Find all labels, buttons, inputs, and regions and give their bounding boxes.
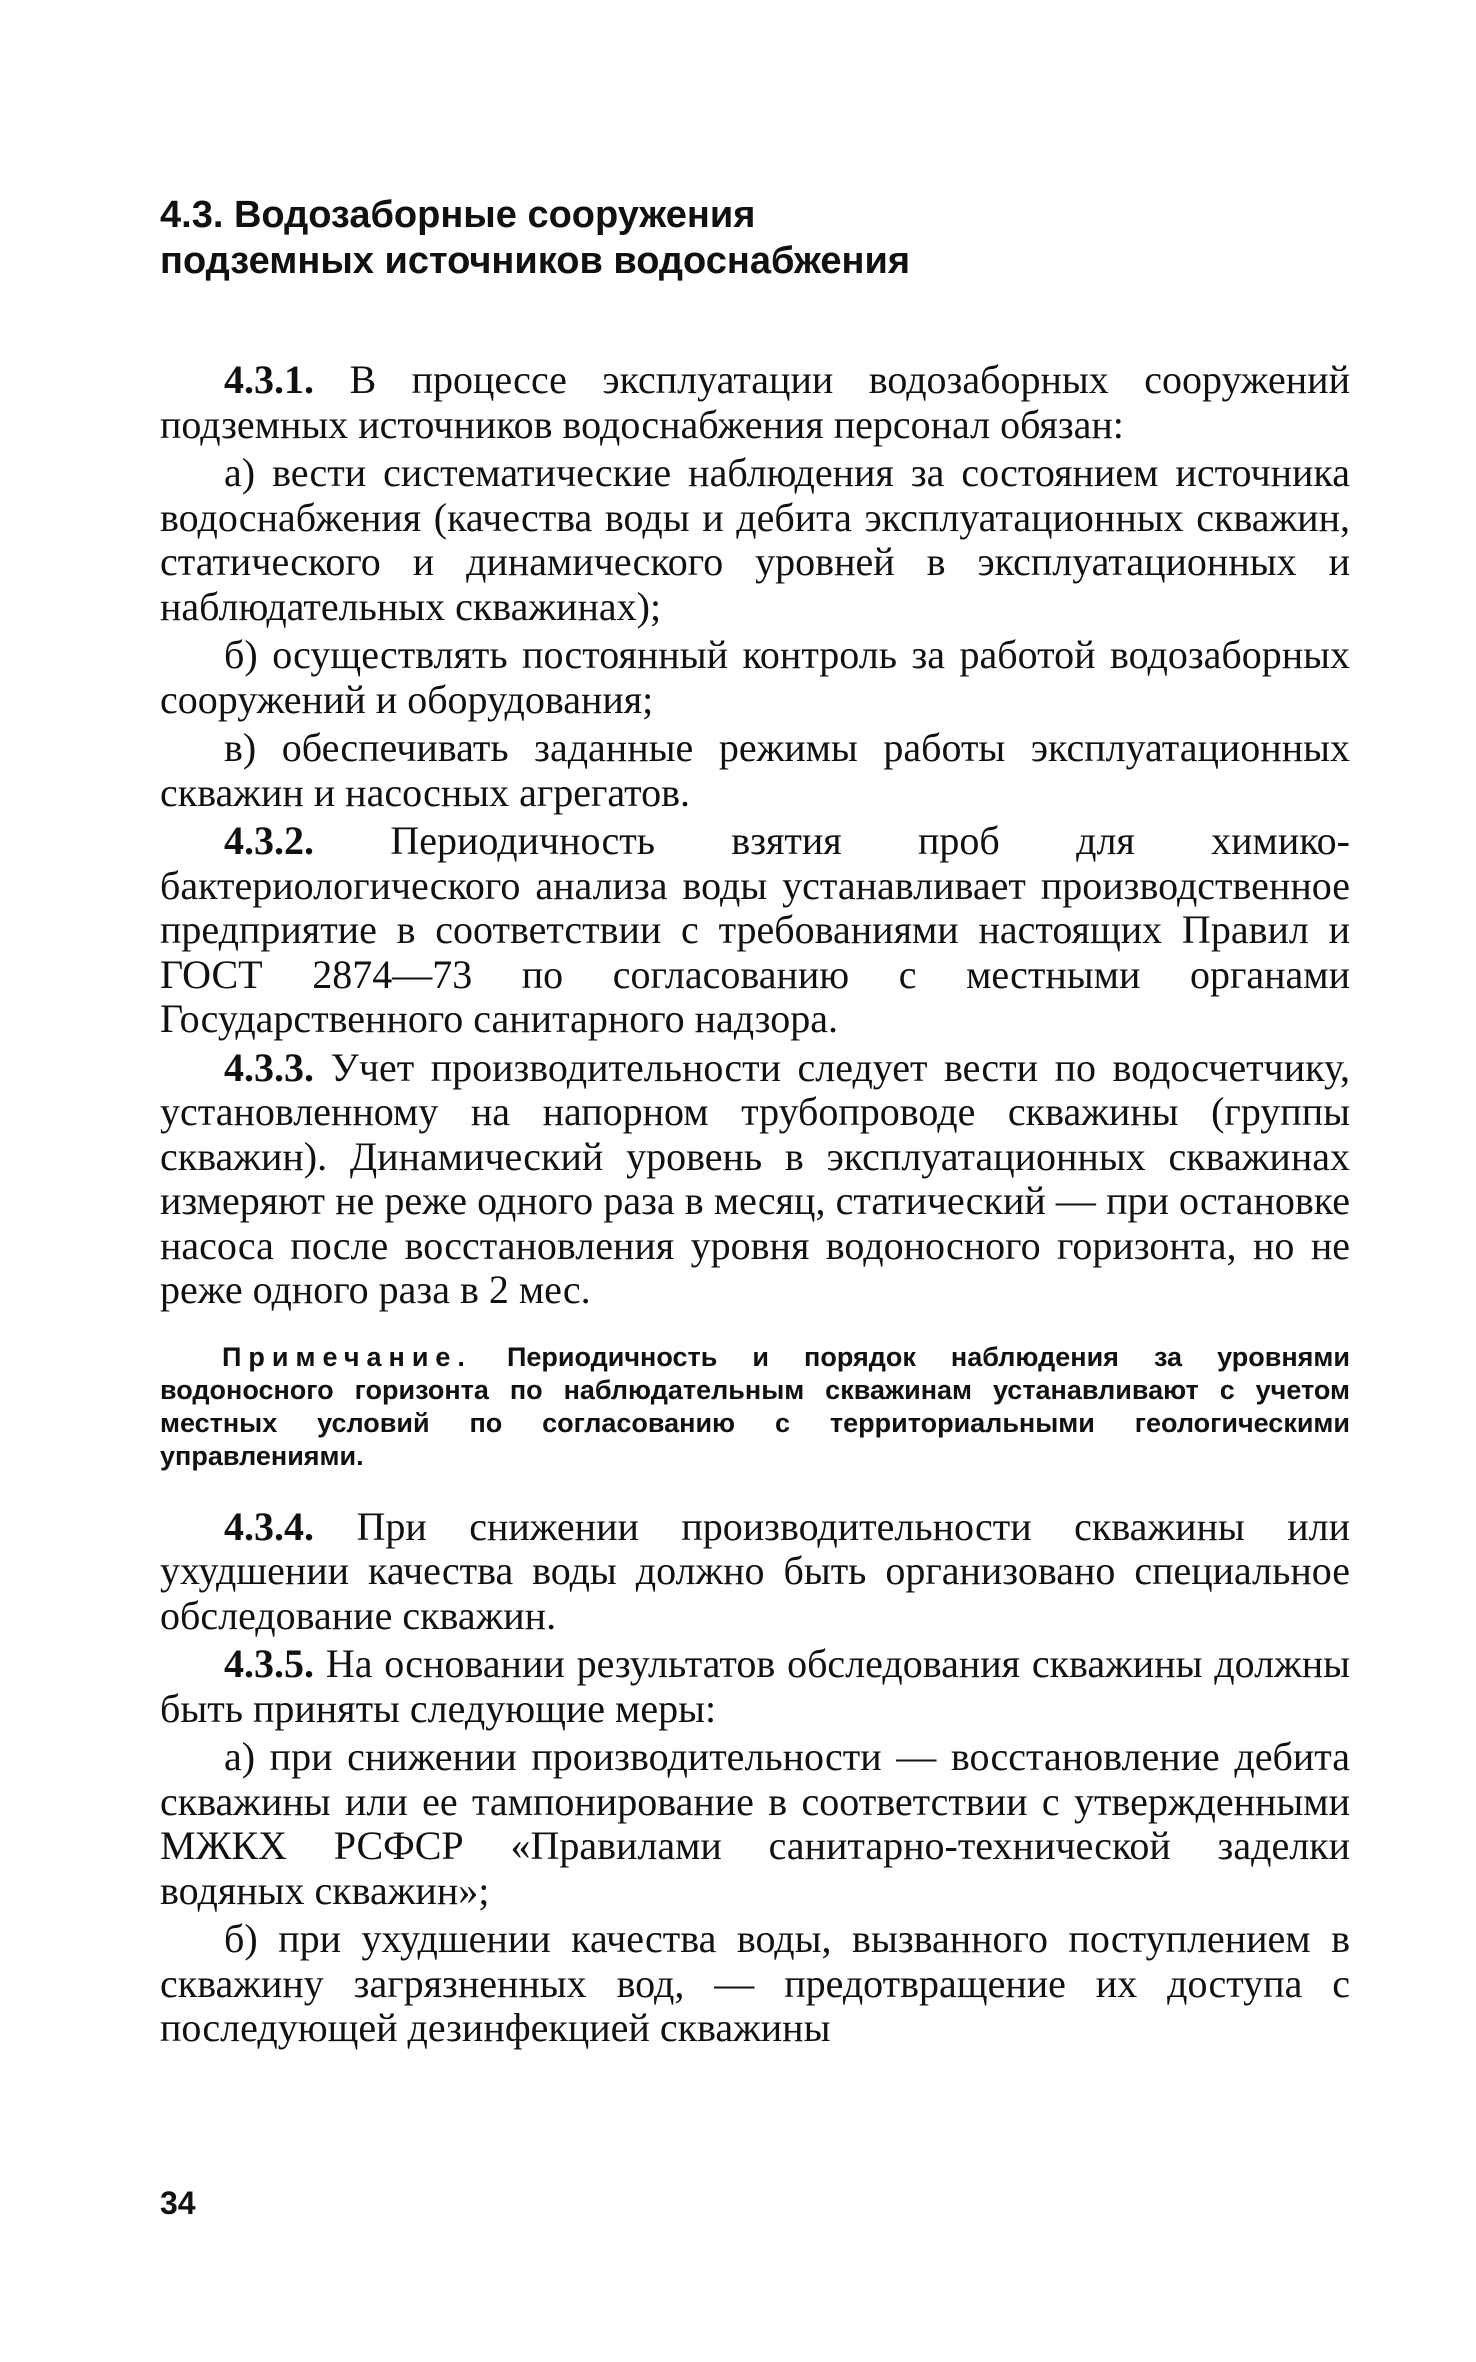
paragraph-4-3-4	[160, 1505, 1350, 1639]
note-text: Периодичность и порядок наблюдения за уровнями водоносного горизонта по наблюдательным скважинам устанавливают с учетом местных условий по согласованию с территориальными геологическими управлениями.	[160, 1341, 1350, 1471]
list-item-a: а) вести систематические наблюдения за состоянием источника водоснабжения (качества воды и дебита эксплуатационных скважин, статического и динамического уровней в эксплуатационных и наблюдательных скважинах);	[160, 450, 1350, 629]
heading-line-1: 4.3. Водозаборные сооружения	[160, 194, 756, 236]
page-number: 34	[160, 2185, 196, 2221]
heading-line-2: подземных источников водоснабжения	[160, 240, 911, 282]
list-item-c: в) обеспечивать заданные режимы работы эксплуатационных скважин и насосных агрегатов.	[160, 725, 1350, 815]
clause-number: 4.3.3.	[224, 1044, 314, 1090]
clause-number: 4.3.5.	[224, 1641, 314, 1686]
clause-number: 4.3.2.	[224, 818, 314, 863]
list-item-b: б) осуществлять постоянный контроль за работой водозаборных сооружений и оборудования;	[160, 632, 1350, 722]
section-heading	[160, 192, 1350, 284]
paragraph-text: В процессе эксплуатации водозаборных сооружений подземных источников водоснабжения персонал обязан:	[160, 357, 1350, 447]
paragraph-text: Учет производительности следует вести по водосчетчику, установленному на напорном трубопроводе скважины (группы скважин). Динамический уровень в эксплуатационных скважинах измеряют не реже одного раза в месяц, статический — при остановке насоса после восстановления уровня водоносного горизонта, но не реже одного раза в 2 мес.	[160, 1044, 1350, 1312]
list-item-a: а) при снижении производительности — восстановление дебита скважины или ее тампонирование в соответствии с утвержденными МЖКХ РСФСР «Правилами санитарно-технической заделки водяных скважин»;	[160, 1734, 1350, 1913]
paragraph-4-3-5	[160, 1642, 1350, 1731]
note-block	[160, 1341, 1350, 1473]
document-page	[160, 192, 1350, 2055]
clause-number: 4.3.4.	[224, 1503, 314, 1549]
clause-number: 4.3.1.	[224, 357, 314, 402]
note-label: Примечание.	[222, 1341, 472, 1372]
paragraph-text: Периодичность взятия проб для химико-бактериологического анализа воды устанавливает производственное предприятие в соответствии с требованиями настоящих Правил и ГОСТ 2874—73 по согласованию с местными органами Государственного санитарного надзора.	[160, 818, 1350, 1041]
paragraph-4-3-1	[160, 358, 1350, 447]
paragraph-4-3-3	[160, 1046, 1350, 1313]
list-item-b: б) при ухудшении качества воды, вызванного поступлением в скважину загрязненных вод, — предотвращение их доступа с последующей дезинфекцией скважины	[160, 1916, 1350, 2050]
paragraph-4-3-2	[160, 819, 1350, 1042]
paragraph-text: На основании результатов обследования скважины должны быть приняты следующие меры:	[160, 1641, 1350, 1731]
paragraph-text: При снижении производительности скважины или ухудшении качества воды должно быть организовано специальное обследование скважин.	[160, 1503, 1350, 1638]
